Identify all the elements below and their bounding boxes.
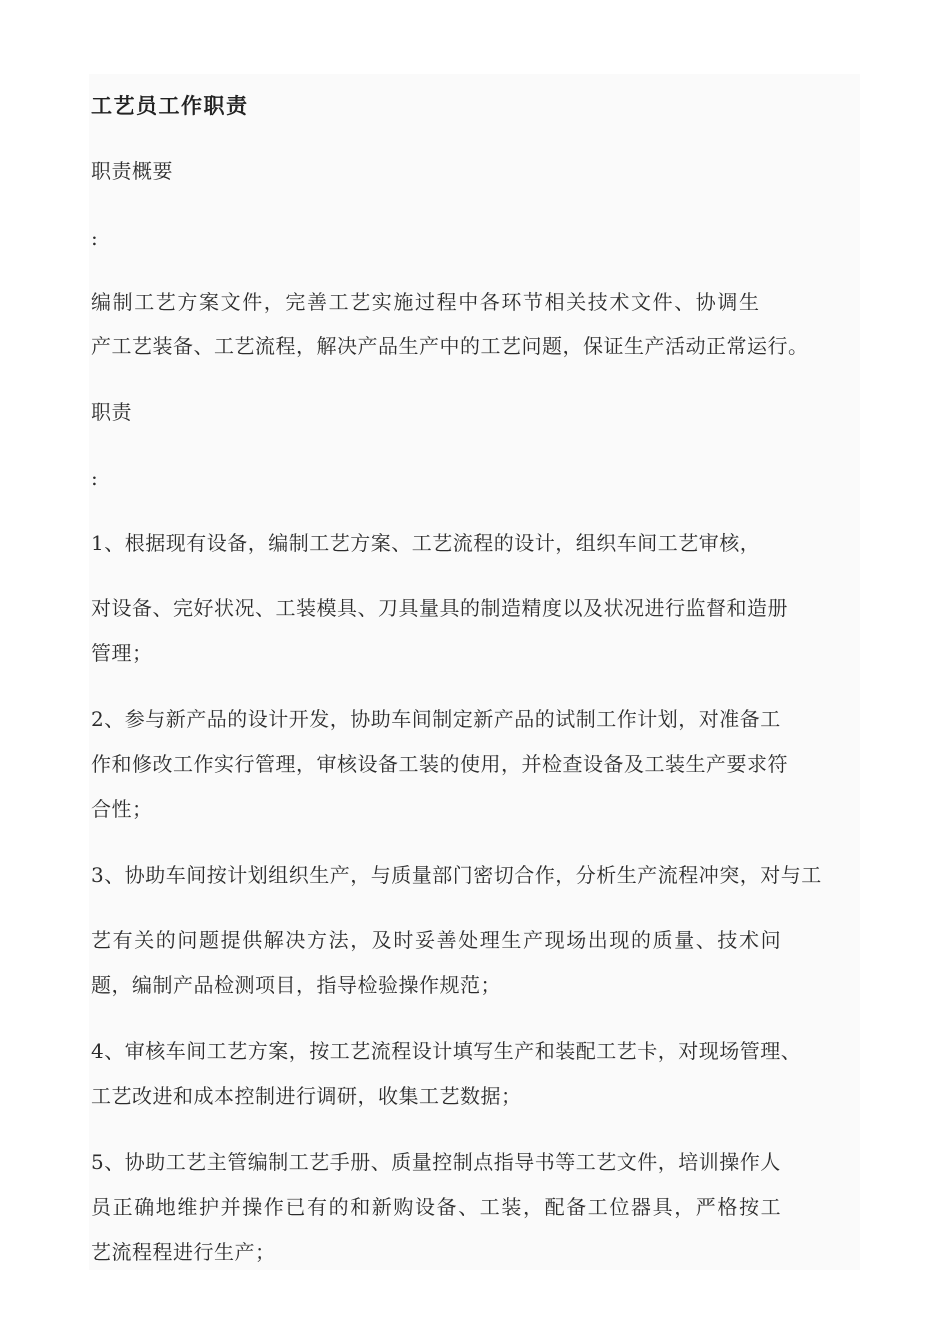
duty-line: 工艺改进和成本控制进行调研，收集工艺数据； <box>91 1084 522 1108</box>
duty-line: 对设备、完好状况、工装模具、刀具量具的制造精度以及状况进行监督和造册 <box>91 596 788 620</box>
duty-line: 4、审核车间工艺方案，按工艺流程设计填写生产和装配工艺卡，对现场管理、 <box>91 1039 802 1063</box>
duty-line: 2、参与新产品的设计开发，协助车间制定新产品的试制工作计划，对准备工 <box>91 707 781 731</box>
summary-colon: : <box>91 226 99 250</box>
summary-line: 编制工艺方案文件，完善工艺实施过程中各环节相关技术文件、协调生 <box>91 290 761 314</box>
duty-line: 员正确地维护并操作已有的和新购设备、工装，配备工位器具，严格按工 <box>91 1195 783 1219</box>
duties-heading: 职责 <box>91 400 132 424</box>
duty-line: 艺有关的问题提供解决方法，及时妥善处理生产现场出现的质量、技术问 <box>91 928 783 952</box>
duty-line: 管理； <box>91 641 153 665</box>
duty-line: 1、根据现有设备，编制工艺方案、工艺流程的设计，组织车间工艺审核， <box>91 531 761 555</box>
summary-heading: 职责概要 <box>91 159 173 183</box>
summary-line: 产工艺装备、工艺流程，解决产品生产中的工艺问题，保证生产活动正常运行。 <box>91 334 809 358</box>
duty-line: 合性； <box>91 797 153 821</box>
duty-line: 5、协助工艺主管编制工艺手册、质量控制点指导书等工艺文件，培训操作人 <box>91 1150 781 1174</box>
duty-line: 3、协助车间按计划组织生产，与质量部门密切合作，分析生产流程冲突，对与工 <box>91 863 822 887</box>
duty-line: 作和修改工作实行管理，审核设备工装的使用，并检查设备及工装生产要求符 <box>91 752 788 776</box>
document-title: 工艺员工作职责 <box>91 93 249 118</box>
duties-colon: : <box>91 466 99 490</box>
duty-line: 题，编制产品检测项目，指导检验操作规范； <box>91 973 501 997</box>
duty-line: 艺流程程进行生产； <box>91 1240 276 1264</box>
